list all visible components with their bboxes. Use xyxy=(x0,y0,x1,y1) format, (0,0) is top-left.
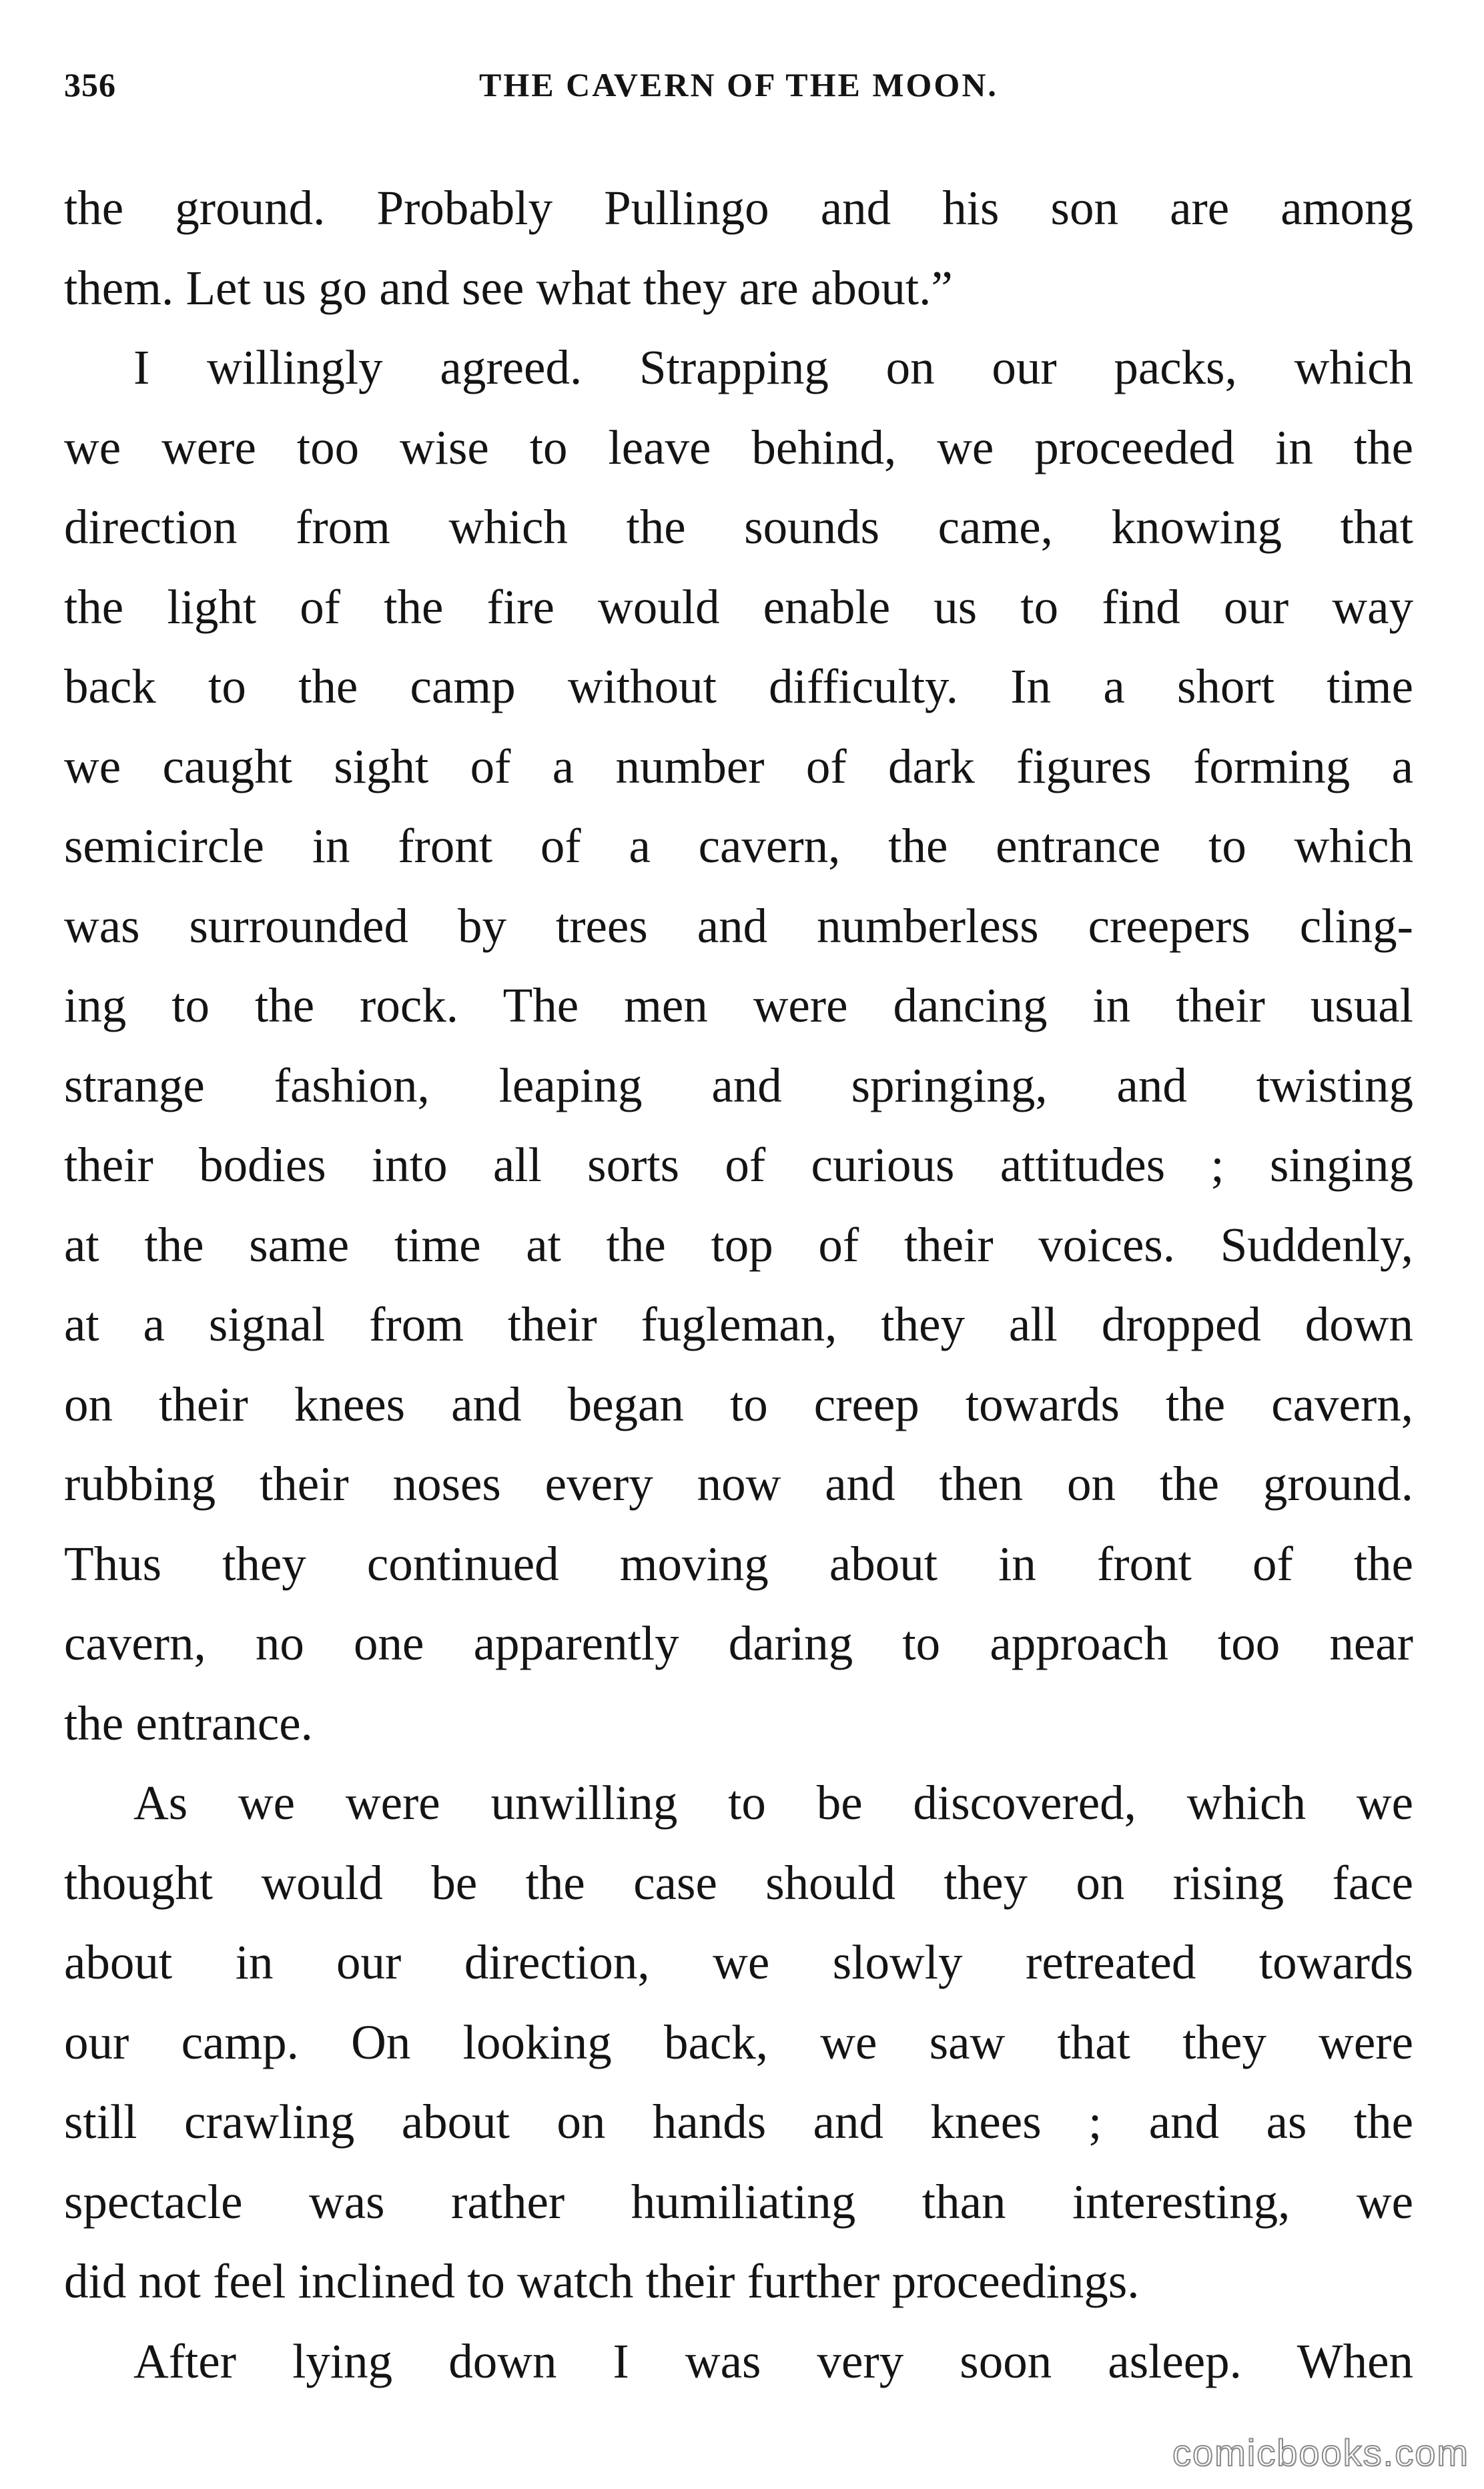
text-line: rubbing their noses every now and then on the ground. xyxy=(64,1457,1413,1511)
text-line: As we were unwilling to be discovered, which we xyxy=(133,1776,1413,1830)
text-line: we caught sight of a number of dark figures forming a xyxy=(64,739,1413,793)
text-line: did not feel inclined to watch their further proceedings. xyxy=(64,2254,1140,2308)
text-line: thought would be the case should they on rising face xyxy=(64,1855,1413,1910)
text-line: back to the camp without difficulty. In a short time xyxy=(64,659,1413,713)
text-line: After lying down I was very soon asleep. When xyxy=(133,2334,1413,2388)
running-head xyxy=(64,65,1413,112)
paragraph xyxy=(64,1763,1413,2322)
text-line: Thus they continued moving about in front of the xyxy=(64,1536,1413,1591)
text-line: still crawling about on hands and knees ; and as the xyxy=(64,2095,1413,2149)
text-line: on their knees and began to creep towards the cavern, xyxy=(64,1377,1413,1431)
text-line: the entrance. xyxy=(64,1696,313,1750)
text-line: strange fashion, leaping and springing, and twisting xyxy=(64,1058,1413,1112)
text-line: we were too wise to leave behind, we proceeded in the xyxy=(64,420,1413,474)
text-line: cavern, no one apparently daring to approach too near xyxy=(64,1616,1413,1670)
text-line: spectacle was rather humiliating than interesting, we xyxy=(64,2174,1413,2229)
text-line: I willingly agreed. Strapping on our packs, which xyxy=(133,340,1413,394)
text-line: at a signal from their fugleman, they all dropped down xyxy=(64,1297,1413,1351)
body-text xyxy=(64,168,1413,2401)
text-line: at the same time at the top of their voices. Suddenly, xyxy=(64,1217,1413,1272)
paragraph xyxy=(64,2322,1413,2402)
paragraph xyxy=(64,168,1413,328)
text-line: our camp. On looking back, we saw that they were xyxy=(64,2015,1413,2069)
paragraph xyxy=(64,328,1413,1763)
watermark: comicbooks.com xyxy=(1172,2432,1469,2474)
text-line: about in our direction, we slowly retreated towards xyxy=(64,1935,1413,1989)
text-line: them. Let us go and see what they are about.” xyxy=(64,260,953,315)
text-line: the ground. Probably Pullingo and his son are among xyxy=(64,181,1413,235)
text-line: the light of the fire would enable us to find our way xyxy=(64,579,1413,634)
text-line: their bodies into all sorts of curious attitudes ; singing xyxy=(64,1138,1413,1192)
text-line: semicircle in front of a cavern, the entrance to which xyxy=(64,819,1413,873)
text-line: direction from which the sounds came, knowing that xyxy=(64,500,1413,554)
running-title: THE CAVERN OF THE MOON. xyxy=(479,66,998,103)
page-number: 356 xyxy=(64,66,116,103)
text-line: ing to the rock. The men were dancing in their usual xyxy=(64,978,1413,1032)
text-line: was surrounded by trees and numberless creepers cling- xyxy=(64,898,1413,953)
